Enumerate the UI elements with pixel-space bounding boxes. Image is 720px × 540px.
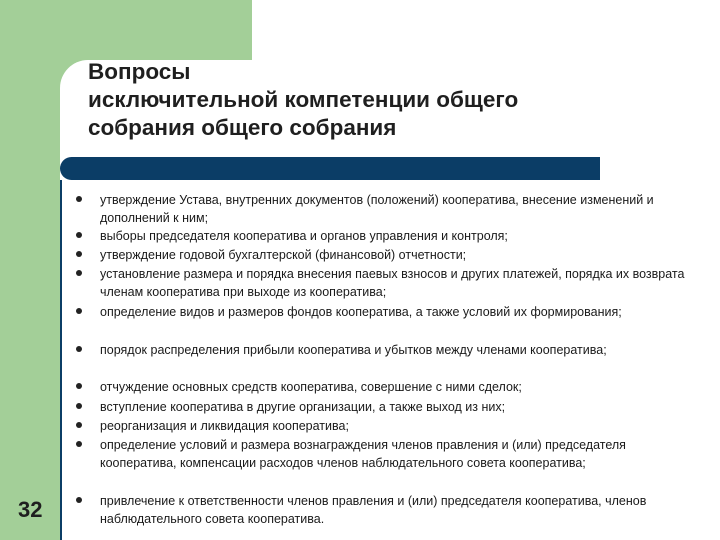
- bullet-dot-icon: [76, 383, 82, 389]
- bullet-dot-icon: [76, 346, 82, 352]
- slide-title: [88, 58, 648, 142]
- list-item-text: установление размера и порядка внесения паевых взносов и других платежей, порядка их возврата членам кооператива при выходе из кооператива;: [100, 267, 685, 299]
- list-item-text: порядок распределения прибыли кооператива и убытков между членами кооператива;: [100, 343, 607, 357]
- bullet-dot-icon: [76, 232, 82, 238]
- title-line-1: Вопросы: [88, 59, 191, 84]
- bullet-dot-icon: [76, 251, 82, 257]
- slide-number: 32: [18, 497, 43, 522]
- list-item-text: отчуждение основных средств кооператива, совершение с ними сделок;: [100, 380, 522, 394]
- title-line-3: собрания общего собрания: [88, 115, 397, 140]
- bullet-dot-icon: [76, 403, 82, 409]
- list-item-text: выборы председателя кооператива и органов управления и контроля;: [100, 229, 508, 243]
- list-item-text: привлечение к ответственности членов правления и (или) председателя кооператива, членов наблюдательного совета кооператива.: [100, 494, 647, 526]
- title-line-2: исключительной компетенции общего: [88, 87, 519, 112]
- vertical-divider: [60, 180, 62, 540]
- list-item-text: вступление кооператива в другие организации, а также выход из них;: [100, 400, 506, 414]
- bullet-dot-icon: [76, 196, 82, 202]
- bullet-dot-icon: [76, 422, 82, 428]
- bullet-dot-icon: [76, 441, 82, 447]
- bullet-dot-icon: [76, 270, 82, 276]
- list-item-text: утверждение годовой бухгалтерской (финансовой) отчетности;: [100, 248, 467, 262]
- list-item-text: определение видов и размеров фондов кооператива, а также условий их формирования;: [100, 305, 622, 319]
- list-item-text: реорганизация и ликвидация кооператива;: [100, 419, 349, 433]
- title-underline-bar: [60, 157, 600, 180]
- list-item-text: определение условий и размера вознаграждения членов правления и (или) председателя кооператива, компенсации расходов членов наблюдательного совета кооператива;: [100, 438, 626, 470]
- bullet-dot-icon: [76, 497, 82, 503]
- bullet-dot-icon: [76, 308, 82, 314]
- list-item-text: утверждение Устава, внутренних документов (положений) кооператива, внесение изменений и дополнений к ним;: [100, 193, 654, 225]
